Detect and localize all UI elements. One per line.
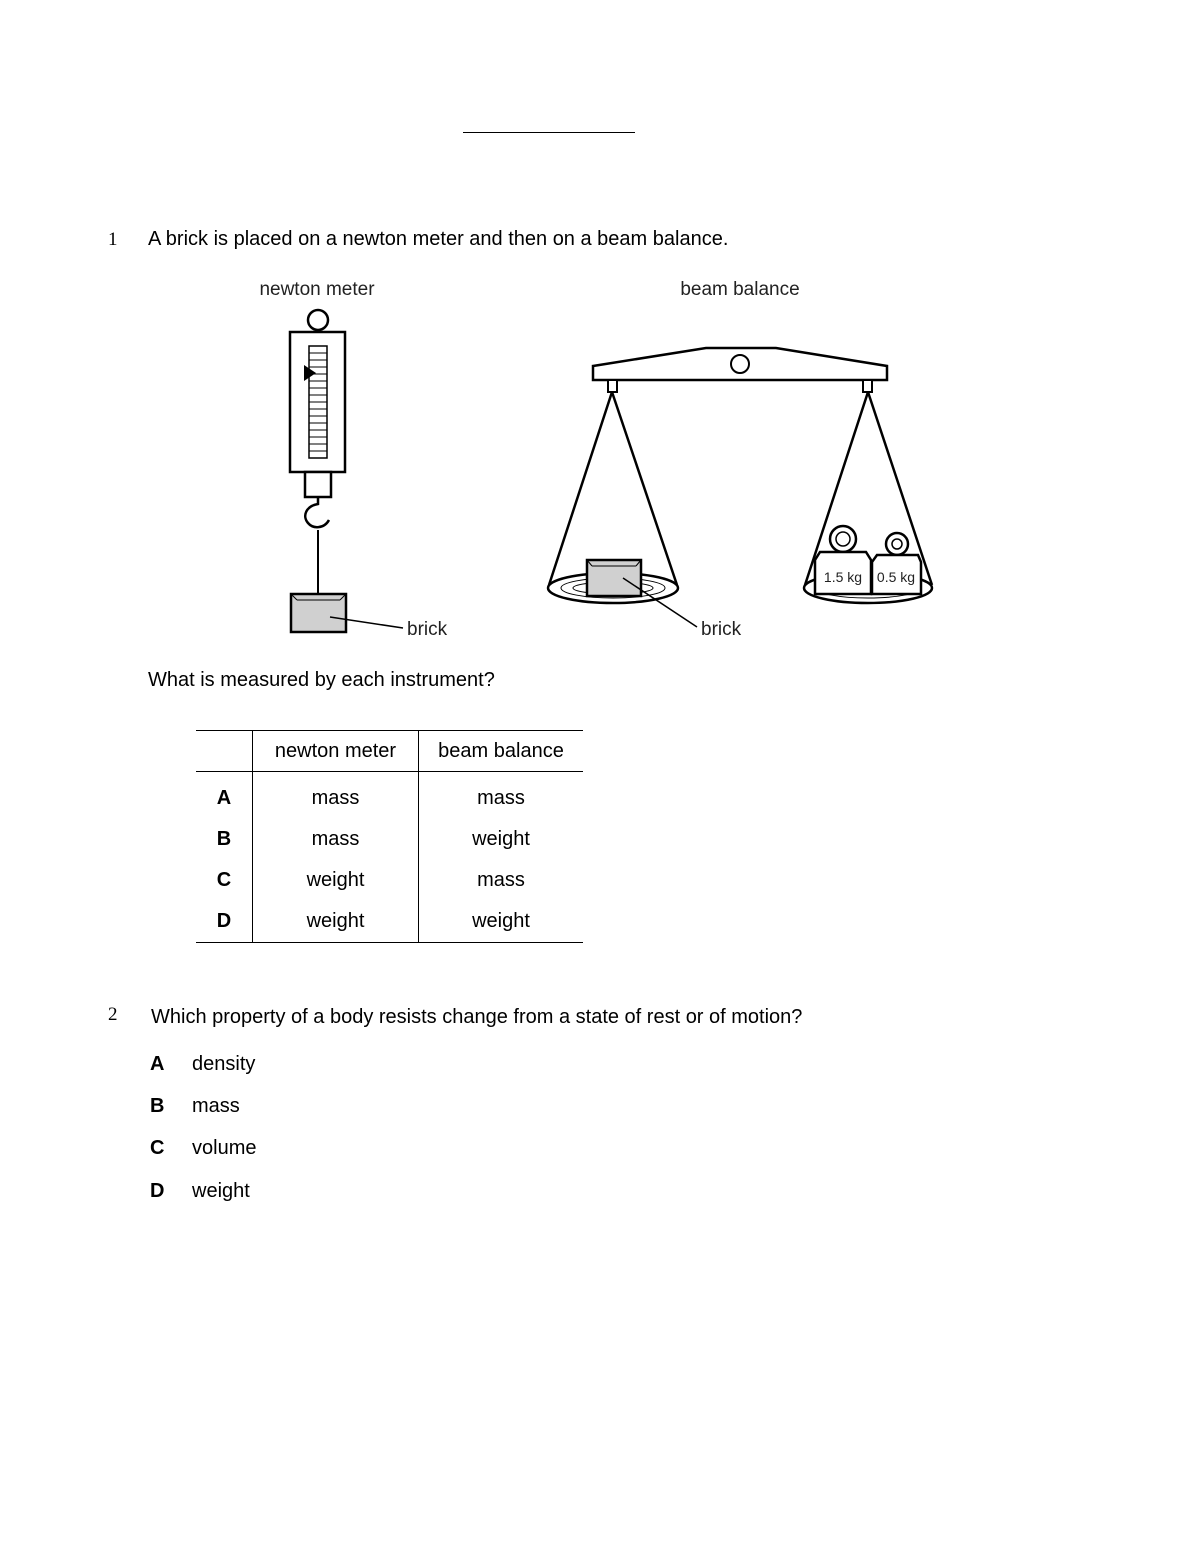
beam-balance-label: beam balance xyxy=(680,279,800,300)
option-letter: B xyxy=(150,1095,165,1117)
option-text: mass xyxy=(192,1095,240,1117)
row-letter: A xyxy=(196,772,253,820)
answer-table xyxy=(196,730,583,943)
row-letter: B xyxy=(196,819,253,860)
newton-meter-cell: mass xyxy=(253,772,419,820)
option-letter: D xyxy=(150,1180,165,1202)
question-1-number: 1 xyxy=(108,229,118,250)
option-letter: C xyxy=(150,1137,165,1159)
brick-label-right: brick xyxy=(701,619,742,640)
option-text: weight xyxy=(192,1180,250,1202)
question-2-text: Which property of a body resists change from a state of rest or of motion? xyxy=(151,1006,803,1028)
row-letter: C xyxy=(196,860,253,901)
brick-label-left: brick xyxy=(407,619,448,640)
mass-label-1: 1.5 kg xyxy=(823,569,863,585)
option-text: volume xyxy=(192,1137,257,1159)
header-empty xyxy=(196,731,253,772)
option-d xyxy=(150,1180,250,1203)
option-b xyxy=(150,1095,240,1118)
beam-balance-cell: mass xyxy=(477,787,525,809)
question-1-text: A brick is placed on a newton meter and then on a beam balance. xyxy=(148,228,729,250)
header-newton-meter: newton meter xyxy=(253,731,419,772)
newton-meter-cell: weight xyxy=(253,860,419,901)
option-text: density xyxy=(192,1053,256,1075)
mass-label-2: 0.5 kg xyxy=(876,569,916,585)
table-header-row xyxy=(196,731,583,772)
table-row xyxy=(196,901,583,943)
beam-balance-cell: weight xyxy=(472,910,530,932)
table-row xyxy=(196,772,583,820)
option-c xyxy=(150,1137,256,1160)
beam-balance-cell: mass xyxy=(477,869,525,891)
instruments-diagram xyxy=(0,0,1200,680)
option-a xyxy=(150,1053,255,1076)
question-2-number: 2 xyxy=(108,1004,118,1025)
table-row xyxy=(196,860,583,901)
question-1-prompt: What is measured by each instrument? xyxy=(148,669,495,691)
newton-meter-drawing xyxy=(290,310,403,632)
row-letter: D xyxy=(196,901,253,943)
newton-meter-label: newton meter xyxy=(259,279,375,300)
beam-balance-cell: weight xyxy=(472,828,530,850)
newton-meter-cell: mass xyxy=(253,819,419,860)
beam-balance-drawing xyxy=(548,348,932,627)
newton-meter-cell: weight xyxy=(253,901,419,943)
table-row xyxy=(196,819,583,860)
option-letter: A xyxy=(150,1053,165,1075)
header-beam-balance: beam balance xyxy=(438,739,564,762)
